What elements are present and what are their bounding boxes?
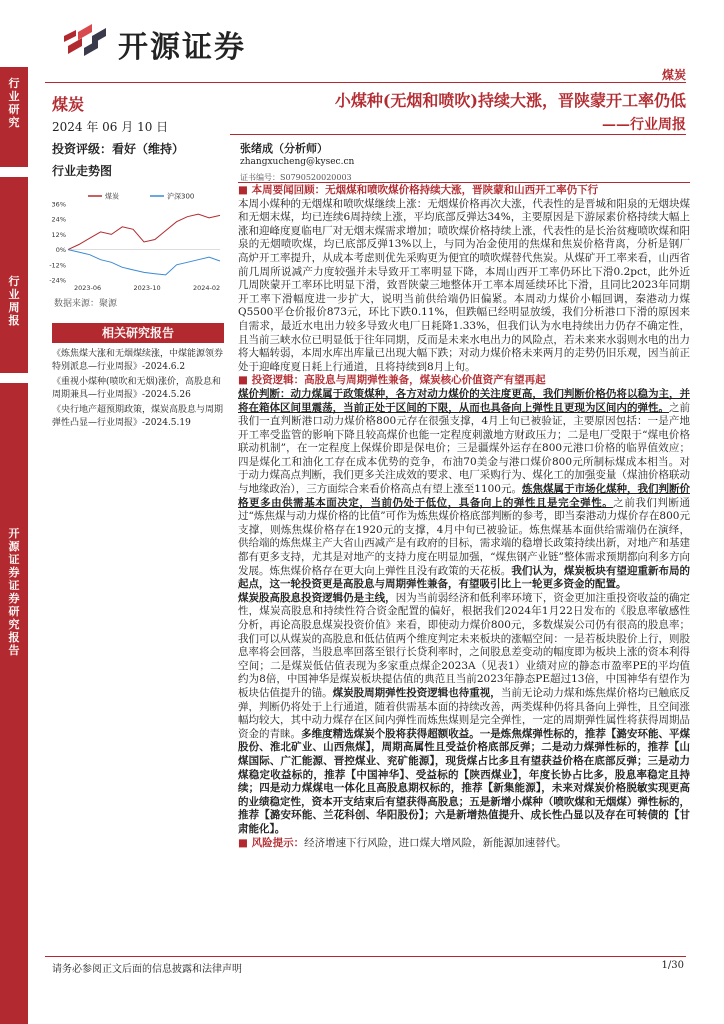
- industry-name: 煤炭: [52, 95, 85, 114]
- y-tick-label: 12%: [51, 230, 66, 239]
- title-divider: [230, 134, 686, 135]
- related-report-item[interactable]: 《重视小煤种(喷吹和无烟)涨价，高股息和周期兼具—行业周报》-2024.5.26: [52, 377, 222, 400]
- sidebar-label-weekly: 行业周报: [8, 275, 20, 327]
- x-tick-label: 2024-02: [193, 284, 221, 292]
- y-tick-label: 0%: [55, 246, 66, 255]
- cyclical-text: 当前无论动力煤和炼焦煤价格均已触底反弹，判断仍将处于上行通道，随着供需基本面的持续改善，两类煤种仍将具备向上弹性，且空间涨幅均较大，其中动力煤存在区间内弹性而炼焦煤则是完全弹性，一定的周期弹性属性将获得周期品资金的青睐。: [238, 686, 691, 740]
- sidebar-label-research: 行业研究: [8, 77, 20, 129]
- legend-label: 煤炭: [105, 192, 119, 201]
- report-date: 2024 年 06 月 10 日: [52, 120, 169, 134]
- report-title: 小煤种(无烟和喷吹)持续大涨，晋陕蒙开工率仍低: [334, 91, 686, 110]
- risk-text: 经济增速下行风险，进口煤大增风险，新能源加速替代。: [304, 836, 567, 849]
- series-line: [68, 250, 220, 275]
- legend-label: 沪深300: [167, 192, 195, 201]
- dividend-lead: 煤炭股高股息投资逻辑仍是主线，: [238, 591, 396, 604]
- page-number: 1/30: [661, 960, 684, 971]
- related-report-item[interactable]: 《炼焦煤大涨和无烟煤续涨，中煤能源领券特别派息—行业周报》-2024.6.2: [52, 349, 224, 372]
- sidebar-label-report: 开源证券证券研究报告: [8, 527, 20, 657]
- chart-source: 数据来源：聚源: [54, 299, 118, 309]
- stock-picks-text: 一是炼焦煤弹性标的，推荐【潞安环能、平煤股份、淮北矿业、山西焦煤】，周期高属性且受益价格底部反弹；二是动力煤弹性标的，推荐【山煤国际、广汇能源、晋控煤业、兖矿能源】，现货煤占比多且有望获益价格在底部反弹；三是动力煤稳定收益标的，推荐【中国神华】、受益标的【陕西煤业】，年度长协占比多，股息率稳定且持续；四是动力煤煤电一体化且高股息期权标的，推荐【新集能源】，未来对煤炭价格脱敏实现更高的业绩稳定性，资本开支结束后有望获得高股息；五是新增小煤种（喷吹煤和无烟煤）弹性标的，推荐【潞安环能、兰花科创、华阳股份】；六是新增热值提升、成长性凸显以及存在可转债的【甘肃能化】。: [238, 727, 691, 835]
- report-body: [238, 184, 690, 850]
- section-heading-weekly-review: ■ 本周要闻回顾：无烟煤和喷吹煤价格持续大涨，晋陕蒙和山西开工率仍下行: [238, 184, 599, 196]
- analyst-cert: 证书编号：S0790520020003: [240, 173, 352, 182]
- paragraph-dividend: [238, 592, 690, 837]
- investment-rating: 投资评级：看好（维持）: [52, 142, 185, 156]
- coking-coal-text: 之前我们判断通过“炼焦煤与动力煤价格的比值”可作为炼焦煤价格底部判断的参考，即当秦港动力煤价存在800元支撑，则炼焦煤价格存在1920元的支撑，4月中旬已被验证。炼焦煤基本面供给需端仍在演绎，供给端的炼焦煤主产大省山西减产是有政府的目标，需求端的稳增长政策持续出新，对地产和基建都有更多支持，尤其是对地产的支持力度在明显加强，“煤焦钢产业链”整体需求预期都向利多方向发展。炼焦煤价格存在更大向上弹性且没有政策的天花板。: [238, 496, 691, 577]
- trend-chart: [44, 188, 226, 294]
- dividend-text: 因为当前弱经济和低利率环境下，资金更加注重投资收益的确定性，煤炭高股息和持续性符合资金配置的偏好，根据我们2024年1月22日发布的《股息率敏感性分析，再论高股息煤炭投资价值》来看，即使动力煤价800元，多数煤炭公司仍有很高的股息率；我们可以从煤炭的高股息和低估值两个维度判定未来板块的涨幅空间：一是若板块股价上行，则股息率将会回落，当股息率回落至银行长贷利率时，之间股息差变动的幅度即为板块上涨的资本利得空间；二是煤炭低估值表现为多家重点煤企2023A（见表1）业绩对应的静态市盈率PE的平均值约为8倍，中国神华是煤炭板块提估值的典范且当前2023年静态PE超过13倍，中国神华有望作为板块估值提升的锚。: [238, 591, 691, 699]
- header-divider: [45, 82, 686, 83]
- stock-picks-lead: 多维度精选煤炭个股将获得超额收益。: [301, 727, 480, 740]
- paragraph-thermal-coal: [238, 388, 690, 592]
- y-tick-label: 24%: [51, 215, 66, 224]
- paragraph-weekly-review: 本周小煤种的无烟煤和喷吹煤继续上涨：无烟煤价格再次大涨，代表性的是晋城和阳泉的无烟块煤和无烟末煤，均已连续6周持续上涨，平均底部反弹达34%，主要原因是下游尿素价格持续大幅上涨和迎峰度夏临电厂对无烟末煤需求增加；喷吹煤价格持续上涨，代表性的是长治贫瘦喷吹煤和阳泉的无烟喷吹煤，均已底部反弹13%以上，与同为冶金使用的焦煤和焦炭价格背离，分析是钢厂高炉开工率提升，从成本考虑则优先采购更为便宜的喷吹煤替代焦炭。从煤矿开工率来看，山西省前几周所说减产力度较强并未导致开工率明显下降，本周山西开工率仍环比下滑0.2pct，此外近几周陕蒙开工率环比明显下滑，致晋陕蒙三地整体开工率本周延续环比下滑，且同比2023年同期开工率下滑幅度进一步扩大，说明当前供给端仍旧偏紧。本周动力煤价小幅回调，秦港动力煤Q5500平仓价报价873元，环比下跌0.11%，但跌幅已经明显放缓，我们分析港口下滑的原因来自需求，最近水电出力较多导致火电厂日耗降1.33%，但我们认为水电持续出力仍存不确定性，且当前三峡水位已明显低于往年同期，反而是未来水电出力的风险点，若未来来水弱则水电的出力将大幅转弱，本周水库出库量已出现大幅下跌；对动力煤价格未来两月的走势仍旧乐观，因当前正处于迎峰度夏日耗上行通道，且将持续到8月上旬。: [238, 197, 690, 373]
- sidebar-divider: [0, 167, 28, 177]
- industry-tag: 煤炭: [661, 68, 686, 82]
- coking-coal-tail: 我们认为，煤炭板块有望迎重新布局的起点，这一轮投资更是高股息与周期弹性兼备，有望吸引比上一轮更多资金的配置。: [238, 564, 691, 591]
- y-tick-label: 36%: [51, 200, 66, 209]
- series-line: [68, 214, 220, 250]
- thermal-coal-lead: 煤价判断：动力煤属于政策煤种，各方对动力煤价的关注度更高，我们判断价格仍将以稳为主，并将在箱体区间里震荡，当前正处于区间的下限，从而也具备向上弹性且更现为区间内的弹性。: [238, 387, 690, 414]
- analyst-email[interactable]: zhangxucheng@kysec.cn: [240, 157, 355, 167]
- thermal-coal-text: 之前我们一直判断港口动力煤价格800元存在很强支撑，4月上旬已被验证，主要原因包括：一是产地开工率受监管的影响下降且较高煤价也能一定程度刺激地方财政压力；二是电厂受限于“煤电价格联动机制”，在一定程度上保煤价即是保电价；三是疆煤外运存在800元港口价格的临界值效应；四是煤化工和油化工存在成本优势的竞争，布油70美金与港口煤价800元所制标煤成本相当。对于动力煤高点判断，我们更多关注成效的要求、电厂采购行为、煤化工的加强变量（煤油价格联动与地缘政治），三方面综合来看价格高点有望上涨至1100元。: [238, 401, 691, 496]
- y-tick-label: -24%: [49, 276, 66, 285]
- sidebar-divider: [0, 373, 28, 383]
- x-tick-label: 2023-10: [133, 284, 161, 292]
- analyst-name: 张绪成（分析师）: [240, 142, 328, 155]
- coking-coal-lead: 炼焦煤属于市场化煤种，我们判断价格更多由供需基本面决定，当前仍处于低位，具备向上的弹性且是完全弹性。: [238, 483, 690, 509]
- trend-title: 行业走势图: [52, 164, 113, 178]
- sidebar: [0, 67, 28, 1024]
- brand-logo-icon: [62, 22, 114, 62]
- risk-heading: ■ 风险提示：: [238, 836, 305, 849]
- related-report-item[interactable]: 《央行地产超预期政策，煤炭高股息与周期弹性凸显—行业周报》-2024.5.19: [52, 405, 224, 428]
- body-divider: [238, 182, 690, 183]
- report-subtitle: ——行业周报: [602, 117, 686, 133]
- related-reports-list: [52, 348, 224, 432]
- footer-divider: [45, 956, 686, 957]
- brand-name: 开源证券: [118, 30, 246, 65]
- cyclical-lead: 煤炭股周期弹性投资逻辑也待重视，: [332, 686, 501, 699]
- related-reports-header: 相关研究报告: [52, 323, 224, 343]
- x-tick-label: 2023-06: [74, 284, 102, 292]
- section-heading-investment-logic: ■ 投资逻辑：高股息与周期弹性兼备，煤炭核心价值资产有望再起: [238, 374, 546, 387]
- footer-disclaimer: 请务必参阅正文后面的信息披露和法律声明: [52, 964, 242, 975]
- y-tick-label: -12%: [49, 261, 66, 270]
